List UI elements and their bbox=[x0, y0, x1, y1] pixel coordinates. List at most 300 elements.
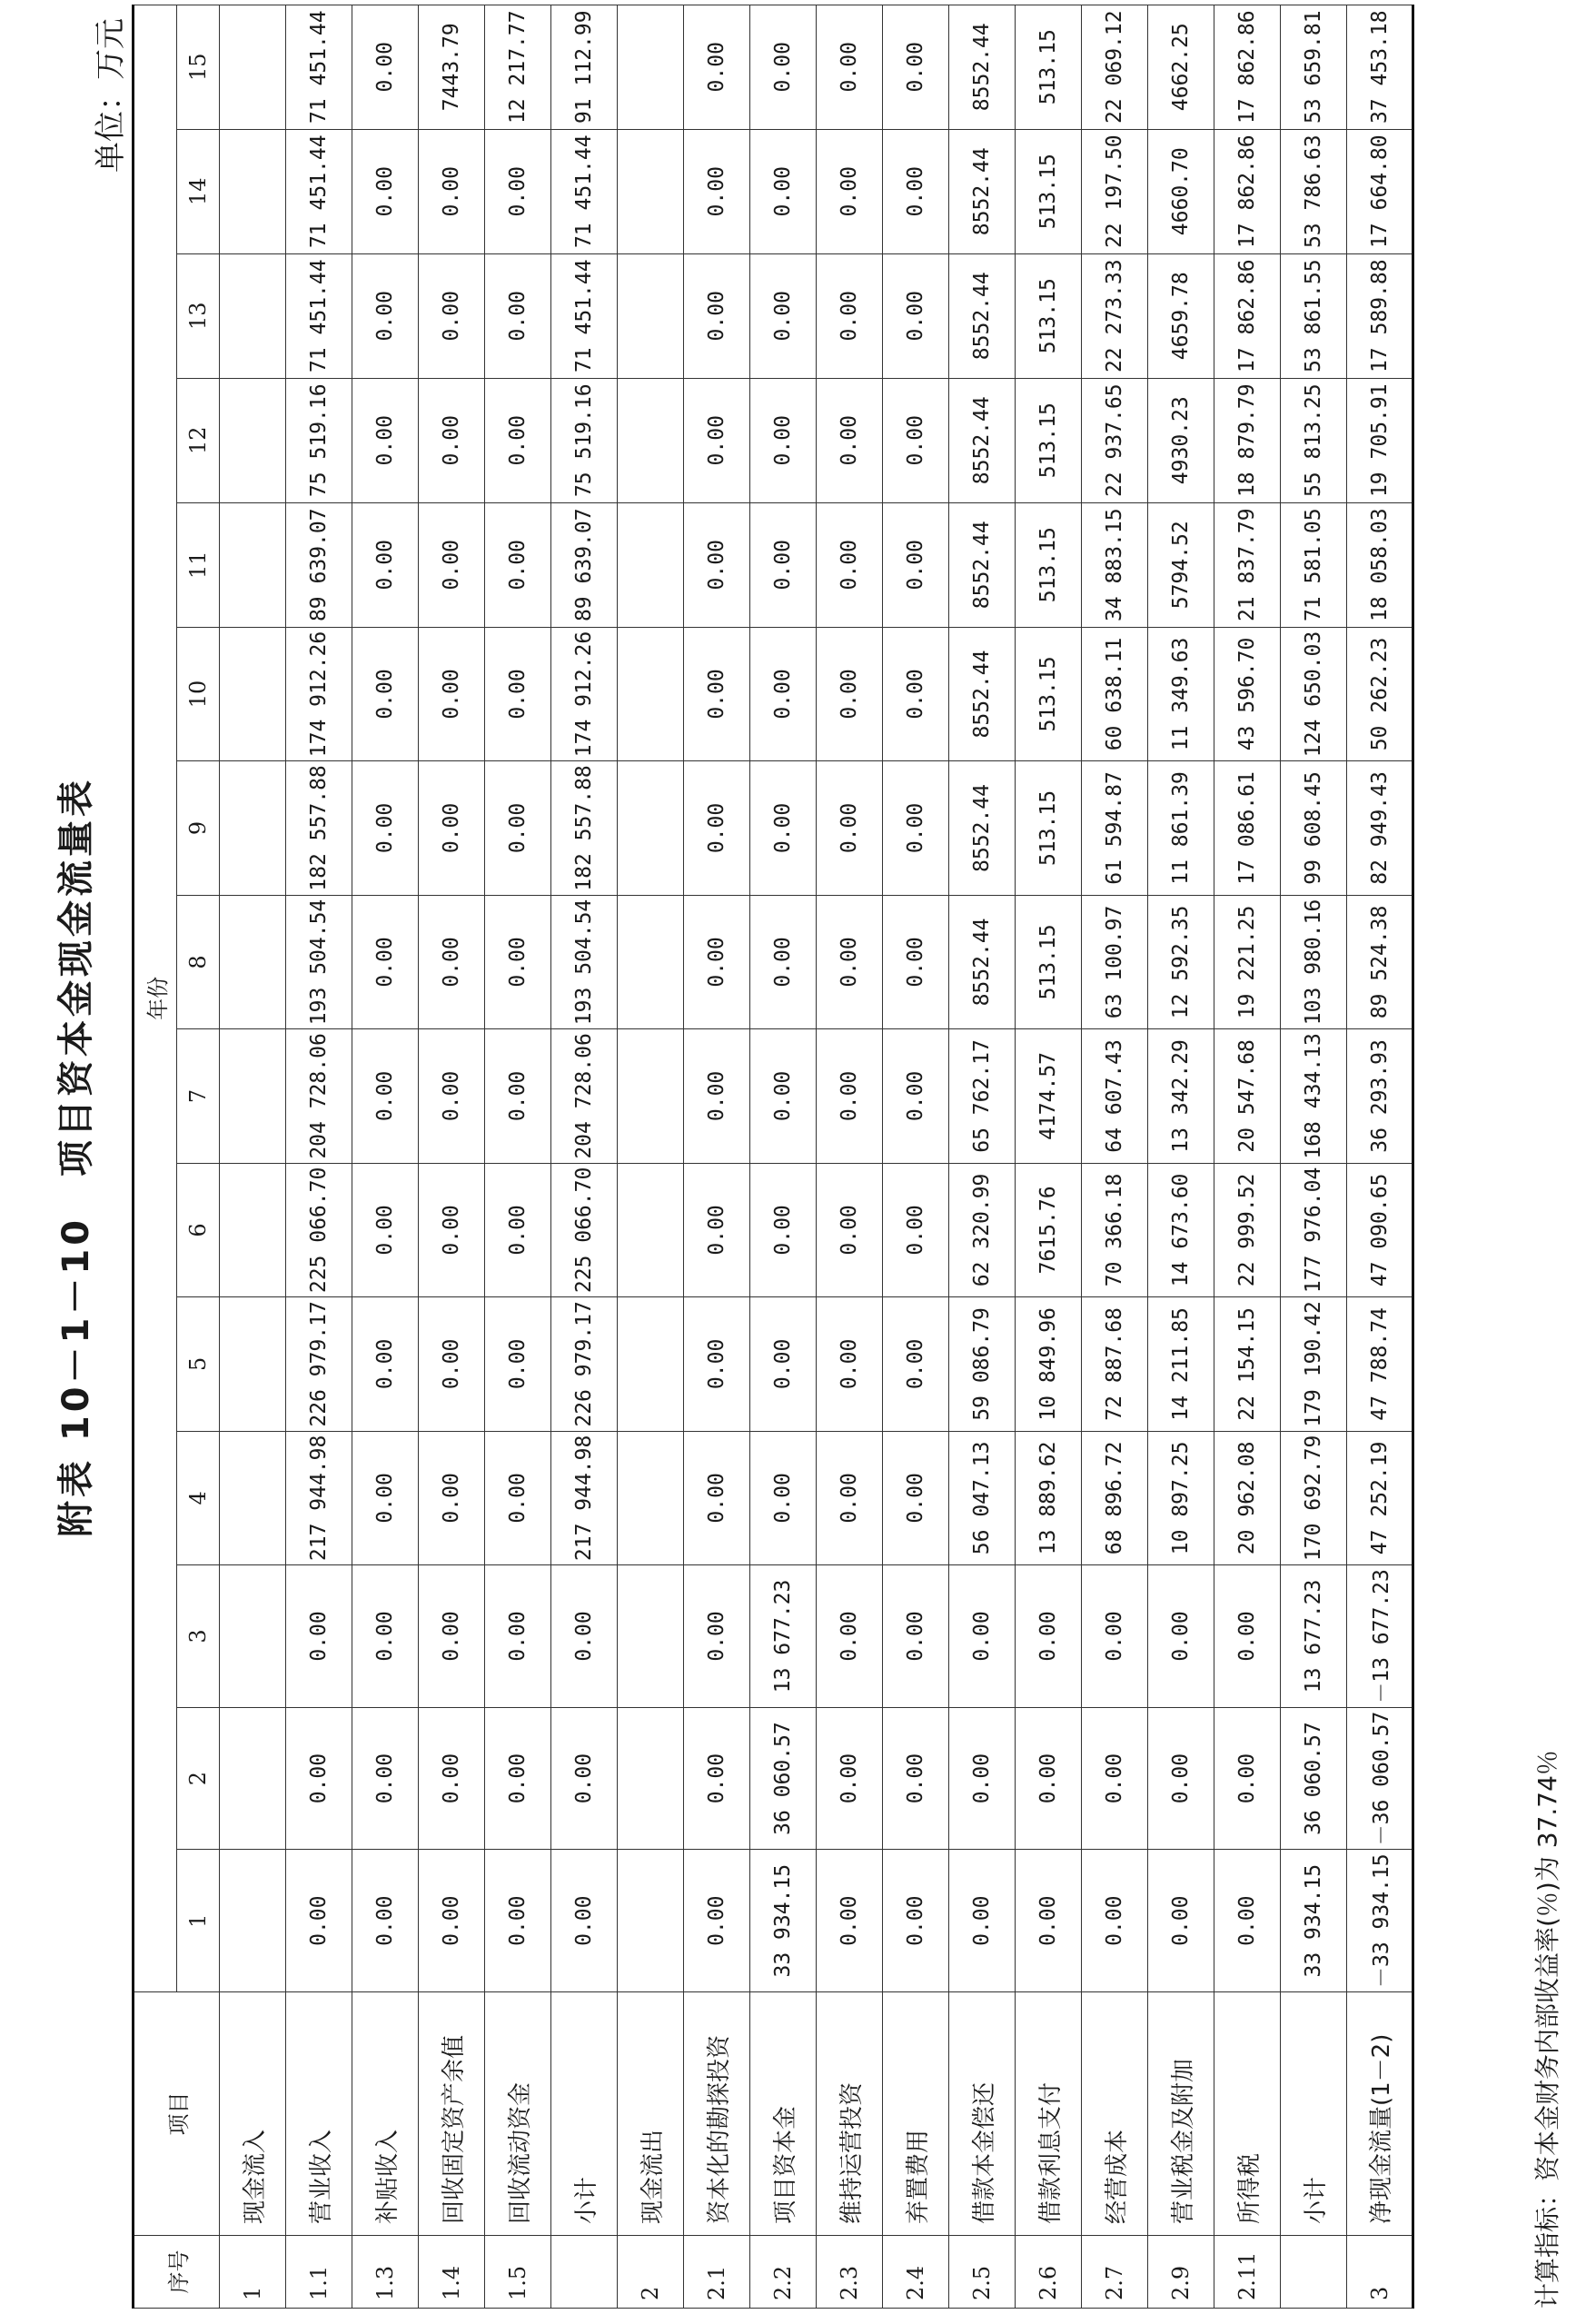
row-value: 0.00 bbox=[684, 129, 750, 253]
row-value: 0.00 bbox=[817, 761, 883, 895]
row-value: 217 944.98 bbox=[551, 1431, 618, 1564]
row-value: 0.00 bbox=[883, 761, 949, 895]
row-value: 0.00 bbox=[352, 1850, 419, 1992]
row-value: 0.00 bbox=[684, 502, 750, 627]
row-value: 22 069.12 bbox=[1082, 5, 1148, 129]
row-value: 0.00 bbox=[750, 895, 817, 1028]
row-value: 65 762.17 bbox=[949, 1029, 1016, 1163]
header-year-15: 15 bbox=[177, 5, 220, 129]
row-value: 5794.52 bbox=[1148, 502, 1214, 627]
row-value: 0.00 bbox=[1148, 1707, 1214, 1850]
row-value: 55 813.25 bbox=[1281, 378, 1347, 502]
row-value: 179 190.42 bbox=[1281, 1297, 1347, 1431]
header-year-13: 13 bbox=[177, 253, 220, 378]
row-value: 513.15 bbox=[1016, 5, 1082, 129]
row-value: 0.00 bbox=[684, 1565, 750, 1708]
row-value: 14 673.60 bbox=[1148, 1163, 1214, 1296]
row-value: 56 047.13 bbox=[949, 1431, 1016, 1564]
row-value: 0.00 bbox=[485, 253, 551, 378]
row-value: 0.00 bbox=[949, 1565, 1016, 1708]
row-value bbox=[618, 895, 684, 1028]
row-value: 17 862.86 bbox=[1214, 5, 1281, 129]
row-value: 8552.44 bbox=[949, 378, 1016, 502]
row-value bbox=[220, 1163, 286, 1296]
row-value: 0.00 bbox=[949, 1707, 1016, 1850]
row-value: 0.00 bbox=[1082, 1565, 1148, 1708]
row-value: 10 849.96 bbox=[1016, 1297, 1082, 1431]
row-value: 22 999.52 bbox=[1214, 1163, 1281, 1296]
row-value: 7615.76 bbox=[1016, 1163, 1082, 1296]
row-value: 8552.44 bbox=[949, 627, 1016, 760]
row-value: 0.00 bbox=[485, 895, 551, 1028]
row-value: 0.00 bbox=[1214, 1565, 1281, 1708]
row-value: 0.00 bbox=[684, 1850, 750, 1992]
row-value: 0.00 bbox=[684, 627, 750, 760]
row-value: 0.00 bbox=[1082, 1707, 1148, 1850]
row-value: 14 211.85 bbox=[1148, 1297, 1214, 1431]
row-value: 0.00 bbox=[883, 1431, 949, 1564]
table-row bbox=[551, 5, 618, 2308]
header-item: 项目 bbox=[134, 1992, 220, 2236]
row-value: 225 066.70 bbox=[551, 1163, 618, 1296]
row-value bbox=[220, 5, 286, 129]
row-value: －13 677.23 bbox=[1347, 1565, 1413, 1708]
row-value: 0.00 bbox=[352, 1297, 419, 1431]
row-value: 0.00 bbox=[286, 1565, 352, 1708]
row-value: 53 786.63 bbox=[1281, 129, 1347, 253]
row-value bbox=[618, 253, 684, 378]
row-value: 33 934.15 bbox=[750, 1850, 817, 1992]
row-value: 0.00 bbox=[684, 253, 750, 378]
row-value: 20 962.08 bbox=[1214, 1431, 1281, 1564]
row-value: 33 934.15 bbox=[1281, 1850, 1347, 1992]
header-year-14: 14 bbox=[177, 129, 220, 253]
row-value: 4660.70 bbox=[1148, 129, 1214, 253]
row-value: 0.00 bbox=[883, 1029, 949, 1163]
row-value: 0.00 bbox=[1214, 1707, 1281, 1850]
row-value: 513.15 bbox=[1016, 378, 1082, 502]
row-value: 71 451.44 bbox=[551, 253, 618, 378]
row-value bbox=[618, 5, 684, 129]
row-value: 13 889.62 bbox=[1016, 1431, 1082, 1564]
row-value: 0.00 bbox=[684, 1029, 750, 1163]
table-row bbox=[1082, 5, 1148, 2308]
table-row bbox=[1347, 5, 1413, 2308]
row-value bbox=[618, 378, 684, 502]
row-item: 回收流动资金 bbox=[485, 1992, 551, 2236]
header-year-3: 3 bbox=[177, 1565, 220, 1708]
row-value: 0.00 bbox=[883, 1163, 949, 1296]
row-seq: 2.5 bbox=[949, 2236, 1016, 2309]
row-value: 91 112.99 bbox=[551, 5, 618, 129]
header-year-11: 11 bbox=[177, 502, 220, 627]
row-value: 4659.78 bbox=[1148, 253, 1214, 378]
table-row bbox=[220, 5, 286, 2308]
row-value: 18 879.79 bbox=[1214, 378, 1281, 502]
row-value: 0.00 bbox=[750, 253, 817, 378]
row-seq: 2 bbox=[618, 2236, 684, 2309]
row-value bbox=[618, 761, 684, 895]
row-item: 营业收入 bbox=[286, 1992, 352, 2236]
row-value: 20 547.68 bbox=[1214, 1029, 1281, 1163]
row-value: 4174.57 bbox=[1016, 1029, 1082, 1163]
row-value: 18 058.03 bbox=[1347, 502, 1413, 627]
row-value: 0.00 bbox=[352, 129, 419, 253]
row-value: 37 453.18 bbox=[1347, 5, 1413, 129]
row-value: 0.00 bbox=[684, 1431, 750, 1564]
row-value: 70 366.18 bbox=[1082, 1163, 1148, 1296]
row-value: 22 197.50 bbox=[1082, 129, 1148, 253]
header-year-8: 8 bbox=[177, 895, 220, 1028]
row-value: 226 979.17 bbox=[551, 1297, 618, 1431]
row-value bbox=[220, 895, 286, 1028]
row-value: 75 519.16 bbox=[286, 378, 352, 502]
header-row-years bbox=[177, 5, 220, 2308]
row-value: 513.15 bbox=[1016, 253, 1082, 378]
table-body bbox=[220, 5, 1413, 2308]
row-value bbox=[220, 761, 286, 895]
row-value: 226 979.17 bbox=[286, 1297, 352, 1431]
row-value: 0.00 bbox=[750, 1163, 817, 1296]
row-value bbox=[618, 502, 684, 627]
row-value: 513.15 bbox=[1016, 895, 1082, 1028]
row-value bbox=[220, 1850, 286, 1992]
row-value: 0.00 bbox=[684, 895, 750, 1028]
row-value: 53 659.81 bbox=[1281, 5, 1347, 129]
row-value: 0.00 bbox=[286, 1850, 352, 1992]
row-value bbox=[618, 1029, 684, 1163]
row-value: 0.00 bbox=[485, 1297, 551, 1431]
row-value: 0.00 bbox=[419, 1850, 485, 1992]
row-seq: 1.4 bbox=[419, 2236, 485, 2309]
row-value: 0.00 bbox=[817, 1163, 883, 1296]
row-value: 0.00 bbox=[485, 502, 551, 627]
row-value: 0.00 bbox=[817, 502, 883, 627]
header-year-1: 1 bbox=[177, 1850, 220, 1992]
row-value: 0.00 bbox=[750, 1431, 817, 1564]
row-value: 0.00 bbox=[419, 253, 485, 378]
row-value: 0.00 bbox=[817, 1029, 883, 1163]
row-value: 0.00 bbox=[419, 1029, 485, 1163]
row-value: 64 607.43 bbox=[1082, 1029, 1148, 1163]
row-value: 0.00 bbox=[883, 1565, 949, 1708]
row-value: 11 861.39 bbox=[1148, 761, 1214, 895]
row-seq: 2.3 bbox=[817, 2236, 883, 2309]
row-value: 0.00 bbox=[419, 378, 485, 502]
row-value: 124 650.03 bbox=[1281, 627, 1347, 760]
row-value: 0.00 bbox=[1016, 1707, 1082, 1850]
row-value: 17 862.86 bbox=[1214, 129, 1281, 253]
row-seq: 2.4 bbox=[883, 2236, 949, 2309]
row-value: 0.00 bbox=[551, 1565, 618, 1708]
row-value: 0.00 bbox=[485, 627, 551, 760]
row-value: 4930.23 bbox=[1148, 378, 1214, 502]
row-value: 89 524.38 bbox=[1347, 895, 1413, 1028]
row-seq: 1 bbox=[220, 2236, 286, 2309]
row-value: 19 221.25 bbox=[1214, 895, 1281, 1028]
row-value: 71 581.05 bbox=[1281, 502, 1347, 627]
row-value: 0.00 bbox=[817, 129, 883, 253]
row-value: 0.00 bbox=[883, 895, 949, 1028]
row-value bbox=[220, 129, 286, 253]
row-value: 0.00 bbox=[817, 1707, 883, 1850]
row-value: 0.00 bbox=[419, 1565, 485, 1708]
row-value: 12 592.35 bbox=[1148, 895, 1214, 1028]
row-value: 0.00 bbox=[286, 1707, 352, 1850]
row-value: 0.00 bbox=[817, 895, 883, 1028]
row-value: 0.00 bbox=[352, 502, 419, 627]
table-row bbox=[352, 5, 419, 2308]
row-value bbox=[220, 253, 286, 378]
row-item: 小计 bbox=[551, 1992, 618, 2236]
row-value: 0.00 bbox=[352, 1565, 419, 1708]
row-value: 0.00 bbox=[352, 627, 419, 760]
header-year-2: 2 bbox=[177, 1707, 220, 1850]
row-value: 0.00 bbox=[485, 378, 551, 502]
row-item: 小计 bbox=[1281, 1992, 1347, 2236]
table-title: 附表 10－1－10 项目资本金现金流量表 bbox=[55, 776, 97, 1538]
row-value: 60 638.11 bbox=[1082, 627, 1148, 760]
row-value: 0.00 bbox=[1148, 1565, 1214, 1708]
row-value: 8552.44 bbox=[949, 129, 1016, 253]
header-year-4: 4 bbox=[177, 1431, 220, 1564]
row-value bbox=[220, 627, 286, 760]
header-year-5: 5 bbox=[177, 1297, 220, 1431]
row-value: 0.00 bbox=[883, 253, 949, 378]
row-value: 17 086.61 bbox=[1214, 761, 1281, 895]
row-item: 回收固定资产余值 bbox=[419, 1992, 485, 2236]
row-value: 513.15 bbox=[1016, 502, 1082, 627]
row-value: 0.00 bbox=[485, 1029, 551, 1163]
row-value: 47 788.74 bbox=[1347, 1297, 1413, 1431]
row-value: 19 705.91 bbox=[1347, 378, 1413, 502]
row-seq: 3 bbox=[1347, 2236, 1413, 2309]
row-value: 174 912.26 bbox=[286, 627, 352, 760]
row-value: 0.00 bbox=[883, 1850, 949, 1992]
table-row bbox=[419, 5, 485, 2308]
row-value: 17 862.86 bbox=[1214, 253, 1281, 378]
row-value bbox=[618, 1850, 684, 1992]
row-value bbox=[220, 1297, 286, 1431]
row-value: 0.00 bbox=[352, 1163, 419, 1296]
row-value: 0.00 bbox=[817, 1297, 883, 1431]
row-value: 204 728.06 bbox=[286, 1029, 352, 1163]
row-value: 47 252.19 bbox=[1347, 1431, 1413, 1564]
row-value bbox=[220, 378, 286, 502]
row-value: 0.00 bbox=[817, 1850, 883, 1992]
row-value: 0.00 bbox=[1016, 1565, 1082, 1708]
unit-label: 单位：万元 bbox=[93, 18, 129, 173]
row-item: 弃置费用 bbox=[883, 1992, 949, 2236]
row-value: 0.00 bbox=[750, 378, 817, 502]
row-value: 63 100.97 bbox=[1082, 895, 1148, 1028]
row-value: 0.00 bbox=[485, 761, 551, 895]
header-year-6: 6 bbox=[177, 1163, 220, 1296]
row-value: 0.00 bbox=[352, 1029, 419, 1163]
row-value: 8552.44 bbox=[949, 761, 1016, 895]
row-seq: 2.11 bbox=[1214, 2236, 1281, 2309]
row-value: 170 692.79 bbox=[1281, 1431, 1347, 1564]
row-value bbox=[618, 1163, 684, 1296]
row-value: 513.15 bbox=[1016, 761, 1082, 895]
table-row bbox=[1148, 5, 1214, 2308]
table-header bbox=[134, 5, 220, 2308]
row-item: 资本化的勘探投资 bbox=[684, 1992, 750, 2236]
row-value: 0.00 bbox=[419, 129, 485, 253]
row-seq: 2.9 bbox=[1148, 2236, 1214, 2309]
header-year-9: 9 bbox=[177, 761, 220, 895]
row-value: 0.00 bbox=[684, 5, 750, 129]
row-value: 8552.44 bbox=[949, 253, 1016, 378]
row-value: 513.15 bbox=[1016, 627, 1082, 760]
row-seq: 2.6 bbox=[1016, 2236, 1082, 2309]
row-value: 168 434.13 bbox=[1281, 1029, 1347, 1163]
row-seq bbox=[551, 2236, 618, 2309]
row-value: 0.00 bbox=[485, 1850, 551, 1992]
row-value: 22 937.65 bbox=[1082, 378, 1148, 502]
row-value: 13 342.29 bbox=[1148, 1029, 1214, 1163]
row-value: 193 504.54 bbox=[551, 895, 618, 1028]
row-value: 21 837.79 bbox=[1214, 502, 1281, 627]
row-value bbox=[220, 1029, 286, 1163]
row-value: 59 086.79 bbox=[949, 1297, 1016, 1431]
row-value: 193 504.54 bbox=[286, 895, 352, 1028]
row-seq: 2.7 bbox=[1082, 2236, 1148, 2309]
row-value: 0.00 bbox=[352, 761, 419, 895]
row-value: 0.00 bbox=[883, 1297, 949, 1431]
row-value bbox=[618, 1297, 684, 1431]
row-value: 513.15 bbox=[1016, 129, 1082, 253]
row-value: 61 594.87 bbox=[1082, 761, 1148, 895]
row-seq: 2.2 bbox=[750, 2236, 817, 2309]
row-value: 12 217.77 bbox=[485, 5, 551, 129]
row-value bbox=[618, 1707, 684, 1850]
row-value: 0.00 bbox=[485, 129, 551, 253]
header-year-12: 12 bbox=[177, 378, 220, 502]
row-value: 0.00 bbox=[750, 627, 817, 760]
row-value: 82 949.43 bbox=[1347, 761, 1413, 895]
row-item: 补贴收入 bbox=[352, 1992, 419, 2236]
row-value: 0.00 bbox=[419, 1707, 485, 1850]
table-row bbox=[286, 5, 352, 2308]
row-value: 0.00 bbox=[352, 253, 419, 378]
row-value: 0.00 bbox=[684, 1297, 750, 1431]
row-value: 13 677.23 bbox=[750, 1565, 817, 1708]
row-value: 0.00 bbox=[817, 627, 883, 760]
row-value: 0.00 bbox=[883, 1707, 949, 1850]
row-value: 72 887.68 bbox=[1082, 1297, 1148, 1431]
row-item: 借款利息支付 bbox=[1016, 1992, 1082, 2236]
row-value: －36 060.57 bbox=[1347, 1707, 1413, 1850]
row-value: 0.00 bbox=[485, 1431, 551, 1564]
row-item: 项目资本金 bbox=[750, 1992, 817, 2236]
row-value: 71 451.44 bbox=[286, 129, 352, 253]
row-value: 0.00 bbox=[750, 1297, 817, 1431]
row-value: 0.00 bbox=[949, 1850, 1016, 1992]
table-row bbox=[485, 5, 551, 2308]
row-item: 借款本金偿还 bbox=[949, 1992, 1016, 2236]
row-value: 0.00 bbox=[551, 1707, 618, 1850]
row-value: 182 557.88 bbox=[286, 761, 352, 895]
row-value: 22 273.33 bbox=[1082, 253, 1148, 378]
row-value: 0.00 bbox=[419, 1163, 485, 1296]
row-value: 0.00 bbox=[883, 502, 949, 627]
row-value: 10 897.25 bbox=[1148, 1431, 1214, 1564]
row-value: 0.00 bbox=[419, 502, 485, 627]
row-value: 53 861.55 bbox=[1281, 253, 1347, 378]
row-value: 0.00 bbox=[684, 1707, 750, 1850]
row-value: 0.00 bbox=[883, 378, 949, 502]
row-value: 8552.44 bbox=[949, 5, 1016, 129]
row-value: 89 639.07 bbox=[286, 502, 352, 627]
row-value: 17 589.88 bbox=[1347, 253, 1413, 378]
row-item: 净现金流量(1－2) bbox=[1347, 1992, 1413, 2236]
row-value: 36 293.93 bbox=[1347, 1029, 1413, 1163]
row-value: 182 557.88 bbox=[551, 761, 618, 895]
header-year-7: 7 bbox=[177, 1029, 220, 1163]
footnote: 计算指标：资本金财务内部收益率(％)为 37.74％ bbox=[1532, 1750, 1562, 2309]
header-seq: 序号 bbox=[134, 2236, 220, 2309]
row-value: 0.00 bbox=[1148, 1850, 1214, 1992]
header-row-1 bbox=[134, 5, 177, 2308]
row-seq: 1.1 bbox=[286, 2236, 352, 2309]
row-value: 0.00 bbox=[352, 378, 419, 502]
row-seq: 2.1 bbox=[684, 2236, 750, 2309]
row-value: 89 639.07 bbox=[551, 502, 618, 627]
row-value bbox=[220, 1707, 286, 1850]
row-value: 0.00 bbox=[817, 1431, 883, 1564]
table-row bbox=[1281, 5, 1347, 2308]
row-value: 22 154.15 bbox=[1214, 1297, 1281, 1431]
table-row bbox=[684, 5, 750, 2308]
row-value: 43 596.70 bbox=[1214, 627, 1281, 760]
header-year-10: 10 bbox=[177, 627, 220, 760]
row-value bbox=[618, 129, 684, 253]
row-value: 36 060.57 bbox=[1281, 1707, 1347, 1850]
row-value: 8552.44 bbox=[949, 502, 1016, 627]
row-item: 经营成本 bbox=[1082, 1992, 1148, 2236]
row-value: 0.00 bbox=[352, 1707, 419, 1850]
row-value: －33 934.15 bbox=[1347, 1850, 1413, 1992]
table-row bbox=[750, 5, 817, 2308]
row-value: 0.00 bbox=[419, 895, 485, 1028]
row-value: 0.00 bbox=[352, 1431, 419, 1564]
row-value: 0.00 bbox=[817, 378, 883, 502]
row-value: 0.00 bbox=[485, 1707, 551, 1850]
table-row bbox=[949, 5, 1016, 2308]
row-value: 217 944.98 bbox=[286, 1431, 352, 1564]
row-value bbox=[220, 1565, 286, 1708]
row-value: 0.00 bbox=[352, 5, 419, 129]
row-value: 13 677.23 bbox=[1281, 1565, 1347, 1708]
table-row bbox=[883, 5, 949, 2308]
row-value: 0.00 bbox=[750, 502, 817, 627]
row-value: 0.00 bbox=[883, 129, 949, 253]
row-value: 0.00 bbox=[419, 627, 485, 760]
row-value: 0.00 bbox=[883, 5, 949, 129]
row-value: 0.00 bbox=[750, 5, 817, 129]
row-value: 47 090.65 bbox=[1347, 1163, 1413, 1296]
row-value: 0.00 bbox=[419, 761, 485, 895]
row-value: 0.00 bbox=[419, 1297, 485, 1431]
row-value: 0.00 bbox=[684, 761, 750, 895]
header-year: 年份 bbox=[134, 5, 177, 1991]
row-value bbox=[618, 1431, 684, 1564]
row-value: 0.00 bbox=[883, 627, 949, 760]
row-value: 99 608.45 bbox=[1281, 761, 1347, 895]
table-row bbox=[817, 5, 883, 2308]
row-value: 177 976.04 bbox=[1281, 1163, 1347, 1296]
